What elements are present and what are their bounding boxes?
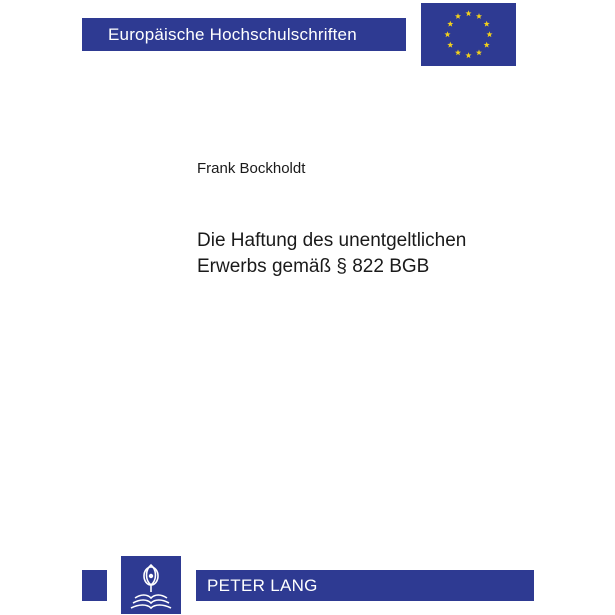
book-title-line-2: Erwerbs gemäß § 822 BGB	[197, 256, 430, 277]
eu-star-icon	[447, 21, 453, 27]
eu-star-icon	[476, 13, 482, 19]
series-title: Europäische Hochschulschriften	[108, 24, 357, 44]
publisher-name: PETER LANG	[207, 575, 318, 595]
eu-flag-icon	[421, 3, 516, 66]
peter-lang-logo-icon	[121, 556, 181, 614]
book-title	[197, 228, 466, 280]
eu-star-icon	[447, 42, 453, 48]
eu-star-icon	[455, 13, 461, 19]
eu-star-icon	[484, 42, 490, 48]
eu-star-icon	[444, 31, 450, 37]
series-banner	[82, 18, 406, 51]
eu-star-icon	[465, 10, 471, 16]
decorative-square	[82, 570, 107, 601]
eu-star-icon	[486, 31, 492, 37]
publisher-banner	[196, 570, 534, 601]
eu-star-icon	[476, 49, 482, 55]
author-name: Frank Bockholdt	[197, 160, 306, 177]
eu-star-icon	[455, 49, 461, 55]
eu-star-icon	[465, 52, 471, 58]
eu-star-icon	[484, 21, 490, 27]
book-title-line-1: Die Haftung des unentgeltlichen	[197, 230, 467, 251]
